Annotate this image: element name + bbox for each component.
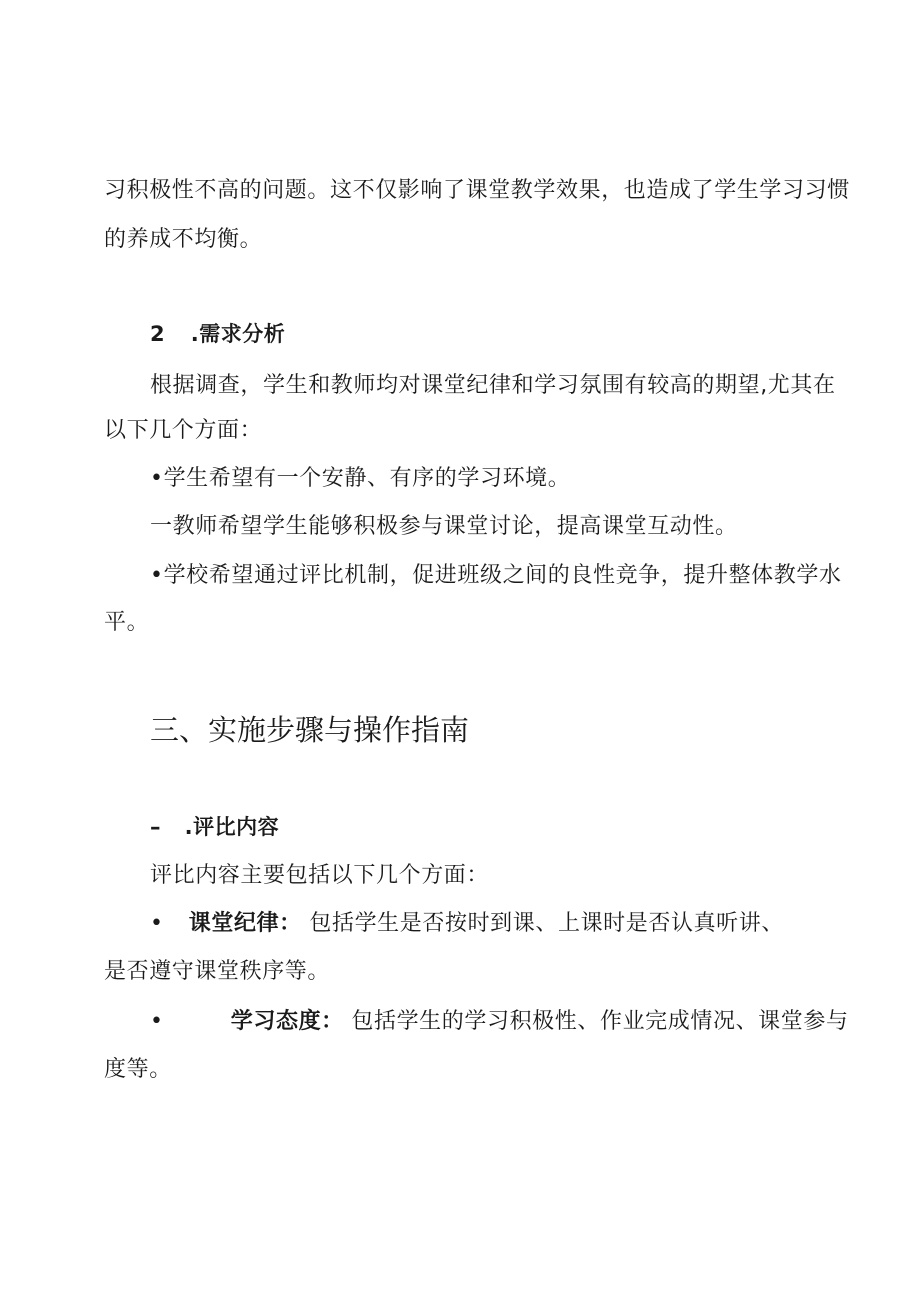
item-label: 课堂纪律： (188, 911, 302, 936)
subsection-1-list-item (150, 909, 784, 939)
subsection-1-heading (150, 812, 279, 842)
item-label: 学习态度： (230, 1009, 344, 1034)
bullet-icon: • (150, 1009, 164, 1034)
section-2-list-item: •学校希望通过评比机制，促进班级之间的良性竞争，提升整体教学水 (150, 563, 842, 588)
section-2-list-item-continuation: 平。 (104, 610, 150, 635)
section-2-list-item: •学生希望有一个安静、有序的学习环境。 (150, 466, 571, 491)
subsection-1-title: .评比内容 (184, 815, 280, 839)
section-2-heading (150, 319, 285, 349)
section-2-title: .需求分析 (190, 322, 286, 346)
section-2-text-line-1: 根据调查，学生和教师均对课堂纪律和学习氛围有较高的期望,尤其在 (150, 373, 836, 398)
intro-paragraph-line-2: 的养成不均衡。 (104, 227, 263, 252)
subsection-1-number: – (150, 815, 161, 839)
item-text: 包括学生的学习积极性、作业完成情况、课堂参与 (351, 1009, 849, 1034)
section-2-text-line-2: 以下几个方面： (104, 418, 263, 443)
section-2-number: 2 (150, 322, 166, 346)
item-text: 包括学生是否按时到课、上课时是否认真听讲、 (309, 911, 784, 936)
subsection-1-list-item-continuation: 度等。 (104, 1057, 172, 1082)
section-2-list-item: 一教师希望学生能够积极参与课堂讨论，提高课堂互动性。 (150, 514, 738, 539)
bullet-icon: • (150, 911, 164, 936)
subsection-1-intro: 评比内容主要包括以下几个方面： (150, 863, 490, 888)
intro-paragraph-line-1: 习积极性不高的问题。这不仅影响了课堂教学效果，也造成了学生学习习惯 (104, 178, 850, 203)
chapter-3-heading: 三、实施步骤与操作指南 (150, 713, 470, 747)
subsection-1-list-item (150, 1007, 849, 1037)
subsection-1-list-item-continuation: 是否遵守课堂秩序等。 (104, 959, 331, 984)
